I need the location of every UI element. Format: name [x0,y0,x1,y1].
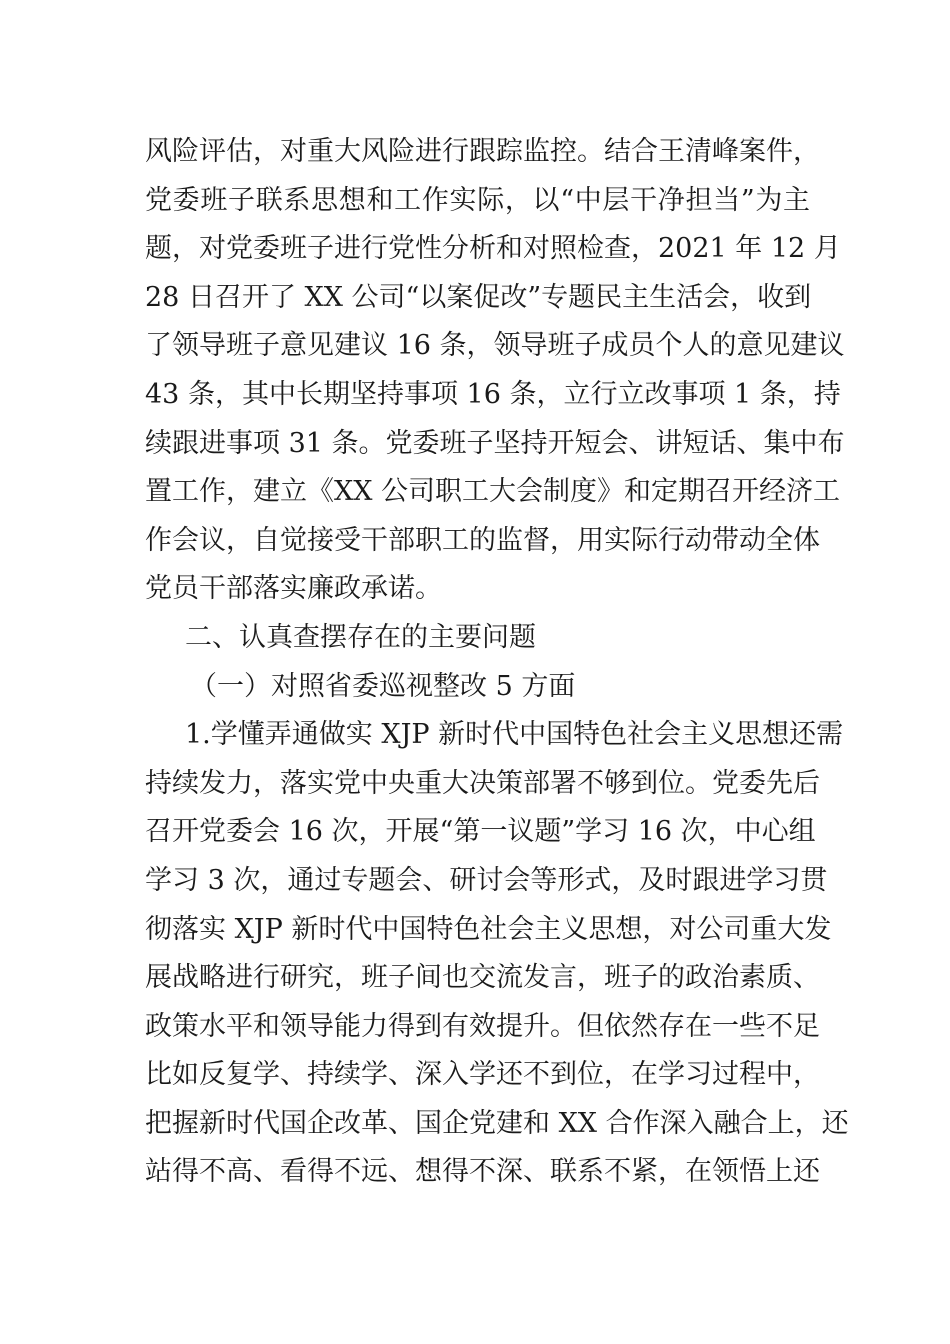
paragraph-2-line-9: 把握新时代国企改革、国企党建和 XX 合作深入融合上，还 [145,1107,849,1139]
body-line-6: 43 条，其中长期坚持事项 16 条，立行立改事项 1 条，持 [145,378,841,410]
body-line-2: 党委班子联系思想和工作实际，以“中层干净担当”为主 [145,184,810,216]
paragraph-2-line-5: 彻落实 XJP 新时代中国特色社会主义思想，对公司重大发 [145,913,832,945]
paragraph-2-line-7: 政策水平和领导能力得到有效提升。但依然存在一些不足 [145,1010,820,1042]
body-line-1: 风险评估，对重大风险进行跟踪监控。结合王清峰案件， [145,136,820,167]
body-line-9: 作会议，自觉接受干部职工的监督，用实际行动带动全体 [145,524,820,556]
body-line-3: 题，对党委班子进行党性分析和对照检查，2021 年 12 月 [145,233,841,265]
body-line-5: 了领导班子意见建议 16 条，领导班子成员个人的意见建议 [145,330,845,362]
paragraph-2-line-2: 持续发力，落实党中央重大决策部署不够到位。党委先后 [145,767,820,799]
paragraph-2-line-8: 比如反复学、持续学、深入学还不到位，在学习过程中， [145,1059,820,1091]
body-line-10: 党员干部落实廉政承诺。 [145,573,442,605]
paragraph-2-line-3: 召开党委会 16 次，开展“第一议题”学习 16 次，中心组 [145,816,816,848]
paragraph-2-line-10: 站得不高、看得不远、想得不深、联系不紧，在领悟上还 [145,1156,820,1188]
body-line-8: 置工作，建立《XX 公司职工大会制度》和定期召开经济工 [145,476,841,508]
paragraph-2-line-4: 学习 3 次，通过专题会、研讨会等形式，及时跟进学习贯 [145,864,828,896]
body-line-7: 续跟进事项 31 条。党委班子坚持开短会、讲短话、集中布 [145,427,845,459]
section-heading: 二、认真查摆存在的主要问题 [185,621,536,653]
paragraph-2-line-1: 1.学懂弄通做实 XJP 新时代中国特色社会主义思想还需 [185,719,844,751]
paragraph-2-line-6: 展战略进行研究，班子间也交流发言，班子的政治素质、 [145,962,820,994]
body-line-4: 28 日召开了 XX 公司“以案促改”专题民主生活会，收到 [145,281,812,313]
document-body [145,128,849,1197]
subsection-heading: （一）对照省委巡视整改 5 方面 [190,670,576,702]
